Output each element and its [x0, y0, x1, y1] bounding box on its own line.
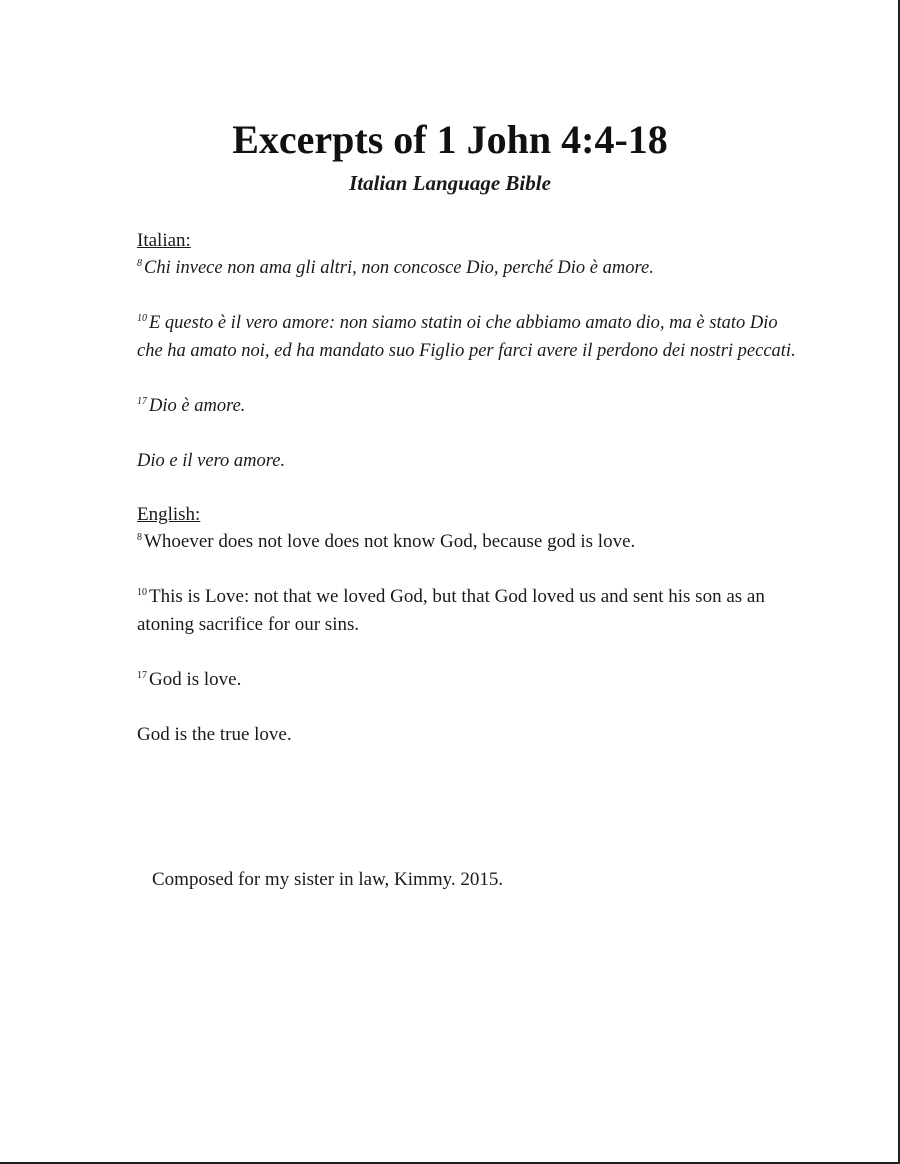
italian-verse-17 — [137, 392, 797, 420]
verse-text: E questo è il vero amore: non siamo statin oi che abbiamo amato dio, ma è stato Dio che ha amato noi, ed ha mandato suo Figlio per farci avere il perdono dei nostri peccati. — [137, 313, 796, 361]
english-verse-10 — [137, 583, 797, 639]
page-subtitle: Italian Language Bible — [349, 171, 551, 195]
english-label: English: — [137, 504, 201, 525]
italian-verse-10 — [137, 309, 797, 365]
english-section — [137, 502, 797, 749]
verse-number: 8 — [137, 258, 142, 269]
verse-text: Chi invece non ama gli altri, non concosce Dio, perché Dio è amore. — [144, 258, 654, 278]
verse-number: 8 — [137, 532, 142, 543]
verse-number: 10 — [137, 313, 147, 324]
verse-text: This is Love: not that we loved God, but that God loved us and sent his son as an atoning sacrifice for our sins. — [137, 586, 765, 635]
verse-text: Dio è amore. — [149, 396, 246, 416]
page-title: Excerpts of 1 John 4:4-18 — [232, 117, 668, 162]
italian-label: Italian: — [137, 230, 191, 251]
english-verse-17 — [137, 666, 797, 694]
verse-number: 10 — [137, 587, 147, 598]
english-verse-8 — [137, 528, 797, 556]
verse-number: 17 — [137, 396, 147, 407]
verse-text: Whoever does not love does not know God, because god is love. — [144, 531, 636, 552]
italian-closing: Dio e il vero amore. — [137, 451, 286, 471]
italian-verse-8 — [137, 254, 797, 282]
document-body — [137, 228, 797, 749]
italian-section — [137, 228, 797, 502]
verse-number: 17 — [137, 670, 147, 681]
english-closing: God is the true love. — [137, 724, 292, 745]
verse-text: God is love. — [149, 669, 242, 690]
dedication-footer: Composed for my sister in law, Kimmy. 2015. — [152, 869, 504, 890]
